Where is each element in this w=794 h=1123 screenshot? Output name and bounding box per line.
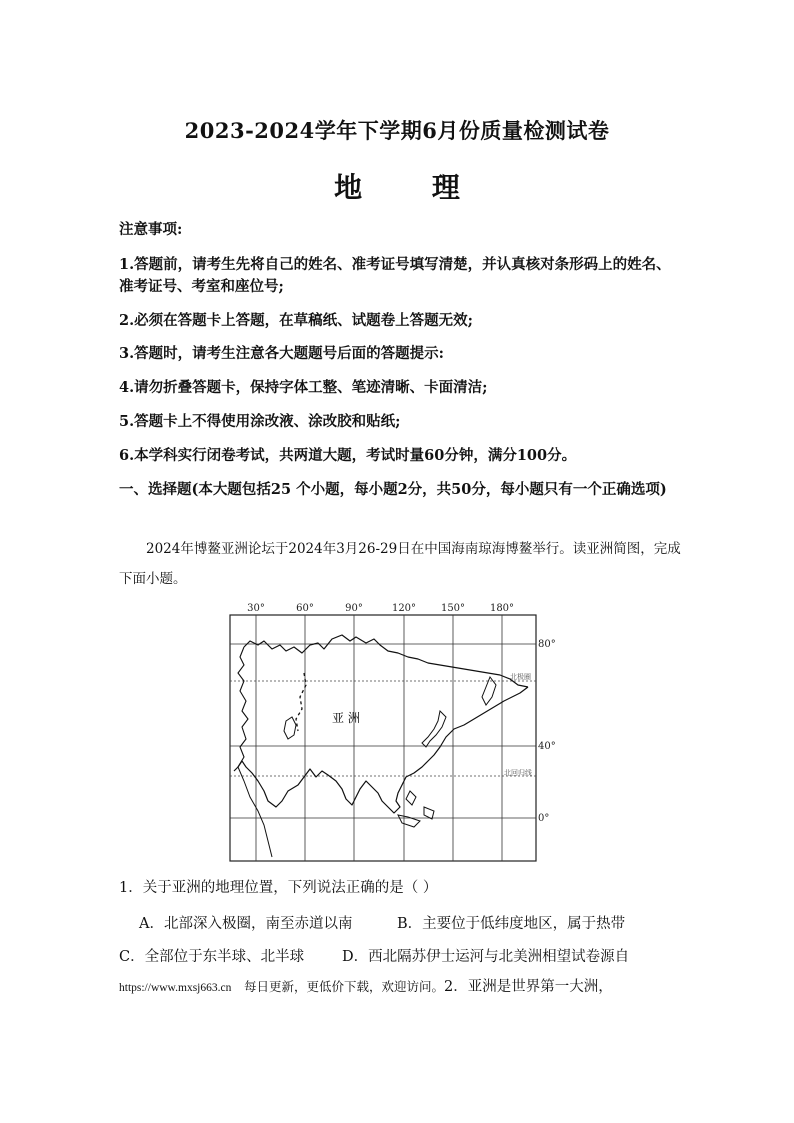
note-item-6: 6.本学科实行闭卷考试，共两道大题，考试时量60分钟，满分100分。 <box>119 447 577 464</box>
asia-map <box>228 601 558 866</box>
lat-label-0: 0° <box>538 813 550 824</box>
asia-coastline <box>234 635 528 813</box>
note-item-1: 1.答题前，请考生先将自己的姓名、准考证号填写清楚，并认真核对条形码上的姓名、准考证号、考室和座位号; <box>119 256 671 295</box>
subject-title: 地 理 <box>334 171 490 204</box>
kamchatka <box>482 677 496 705</box>
q1-option-c-text: C．全部位于东半球、北半球 <box>119 949 305 965</box>
lon-label-150: 150° <box>440 603 466 614</box>
notes-heading: 注意事项: <box>119 221 183 238</box>
q1-stem-text: 1．关于亚洲的地理位置，下列说法正确的是（ ） <box>119 880 438 896</box>
lon-label-90: 90° <box>345 603 363 614</box>
lon-label-60: 60° <box>296 603 314 614</box>
question-intro: 2024年博鳌亚洲论坛于2024年3月26-29日在中国海南琼海博鳌举行。读亚洲简图，完成下面小题。 <box>119 541 681 587</box>
asia-label: 亚 洲 <box>332 711 360 725</box>
question-1-stem <box>119 877 437 899</box>
q1-option-b-text: B．主要位于低纬度地区，属于热带 <box>397 916 626 932</box>
map-frame <box>230 615 536 861</box>
section-heading: 一、选择题(本大题包括25 个小题，每小题2分，共50分，每小题只有一个正确选项) <box>119 481 667 498</box>
latitude-lines <box>230 644 536 818</box>
lon-label-30: 30° <box>247 603 265 614</box>
note-item-4: 4.请勿折叠答题卡，保持字体工整、笔迹清晰、卡面清洁; <box>119 379 488 396</box>
west-coast <box>238 647 248 767</box>
q1-option-b[interactable] <box>397 913 625 935</box>
q1-option-a[interactable] <box>139 913 352 935</box>
top-longitude-labels <box>247 603 514 614</box>
lat-label-80: 80° <box>538 639 556 650</box>
exam-title: 2023-2024学年下学期6月份质量检测试卷 <box>184 118 610 143</box>
southeast-islands <box>398 791 434 827</box>
note-item-3: 3.答题时，请考生注意各大题题号后面的答题提示: <box>119 345 444 362</box>
lat-label-40: 40° <box>538 741 556 752</box>
lon-label-120: 120° <box>391 603 417 614</box>
footer-line <box>119 976 689 999</box>
caspian-sea <box>284 717 296 739</box>
q1-option-d-text: D．西北隔苏伊士运河与北美洲相望试卷源自 <box>342 949 630 965</box>
source-note: 每日更新，更低价下载，欢迎访问。 <box>243 979 444 994</box>
japan-islands <box>422 711 446 747</box>
q1-option-a-text: A．北部深入极圈，南至赤道以南 <box>139 916 353 932</box>
longitude-lines <box>256 615 502 861</box>
arctic-circle-label: 北极圈 <box>510 673 531 681</box>
q1-option-c[interactable] <box>119 946 304 968</box>
source-url[interactable]: https://www.mxsj663.cn <box>119 982 232 994</box>
ural-boundary <box>296 673 306 731</box>
note-item-2: 2.必须在答题卡上答题，在草稿纸、试题卷上答题无效; <box>119 312 473 329</box>
tropic-label: 北回归线 <box>504 769 532 777</box>
lon-label-180: 180° <box>489 603 515 614</box>
right-latitude-labels <box>538 639 556 824</box>
arabia-africa <box>238 767 272 857</box>
q1-option-d[interactable] <box>342 946 629 968</box>
question-2-start: 2．亚洲是世界第一大洲， <box>443 979 613 995</box>
note-item-5: 5.答题卡上不得使用涂改液、涂改胶和贴纸; <box>119 413 401 430</box>
